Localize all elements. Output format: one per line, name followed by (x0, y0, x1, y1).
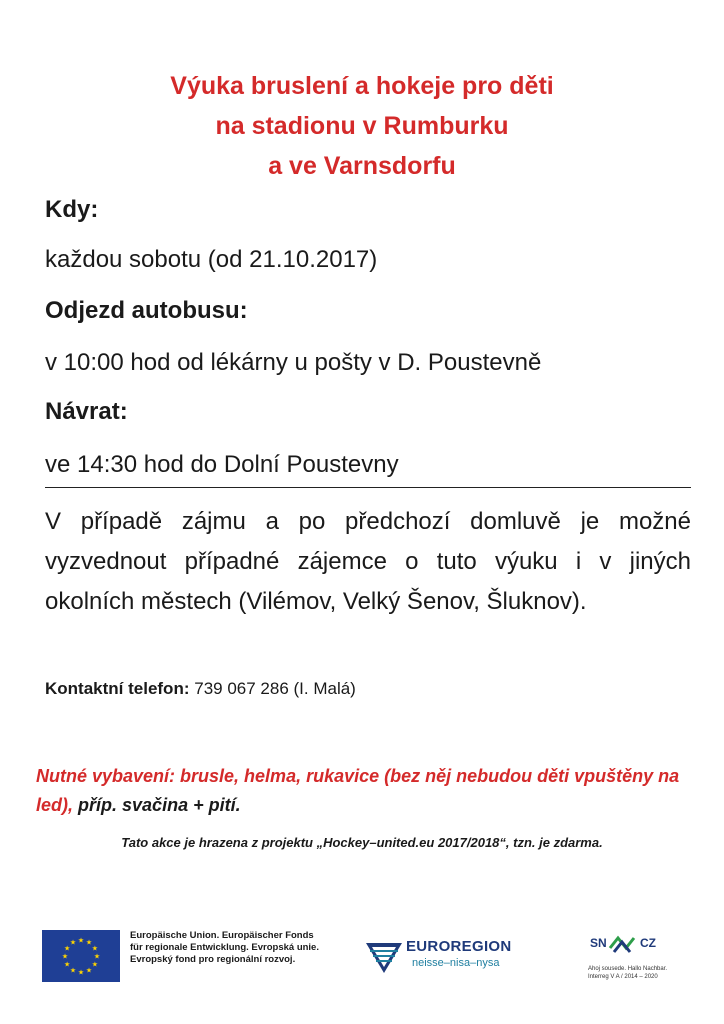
equipment-note (36, 762, 696, 820)
eu-funding-text: Europäische Union. Europäischer Fonds für regionale Entwicklung. Evropská unie. Evropský fond pro regionální rozvoj. (130, 930, 319, 965)
eu-star-icon: ★ (91, 945, 99, 953)
contact-line (45, 679, 356, 699)
title-line-3: a ve Varnsdorfu (268, 152, 456, 180)
logo-cz: CZ (640, 936, 656, 950)
euroregion-subtitle: neisse–nisa–nysa (412, 957, 500, 969)
return-value: ve 14:30 hod do Dolní Poustevny (45, 451, 399, 478)
when-label: Kdy: (45, 196, 99, 223)
when-value: každou sobotu (od 21.10.2017) (45, 246, 378, 273)
euroregion-logo-icon (364, 937, 404, 977)
contact-label: Kontaktní telefon: (45, 679, 190, 698)
eu-flag-icon (42, 930, 120, 982)
euroregion-name: EUROREGION (406, 938, 512, 955)
eu-star-icon: ★ (85, 967, 93, 975)
eu-star-icon: ★ (69, 967, 77, 975)
departure-value: v 10:00 hod od lékárny u pošty v D. Poustevně (45, 349, 542, 376)
eu-star-icon: ★ (61, 953, 69, 961)
eu-star-icon: ★ (77, 969, 85, 977)
divider-line (45, 487, 691, 488)
equipment-optional: příp. svačina + pití. (78, 795, 241, 815)
eu-star-icon: ★ (69, 939, 77, 947)
contact-value: 739 067 286 (I. Malá) (194, 679, 356, 698)
funding-note: Tato akce je hrazena z projektu „Hockey–united.eu 2017/2018“, tzn. je zdarma. (121, 835, 603, 850)
departure-label: Odjezd autobusu: (45, 297, 248, 324)
eu-star-icon: ★ (85, 939, 93, 947)
pickup-note: V případě zájmu a po předchozí domluvě je možné vyzvednout případné zájemce o tuto výuku i v jiných okolních městech (Vilémov, Velký Šenov, Šluknov). (45, 508, 691, 615)
return-label: Návrat: (45, 398, 128, 425)
poster-title (0, 66, 724, 186)
eu-star-icon: ★ (63, 945, 71, 953)
interreg-subtitle: Ahoj sousede. Hallo Nachbar. Interreg V A / 2014 – 2020 (588, 966, 668, 980)
eu-star-icon: ★ (77, 937, 85, 945)
equipment-required: Nutné vybavení: brusle, helma, rukavice (bez něj nebudou děti vpuštěny na led), (36, 766, 680, 815)
logo-sn: SN (590, 936, 607, 950)
eu-star-icon: ★ (91, 961, 99, 969)
eu-star-icon: ★ (93, 953, 101, 961)
title-line-1: Výuka bruslení a hokeje pro děti (170, 72, 554, 100)
title-line-2: na stadionu v Rumburku (215, 112, 509, 140)
eu-star-icon: ★ (63, 961, 71, 969)
